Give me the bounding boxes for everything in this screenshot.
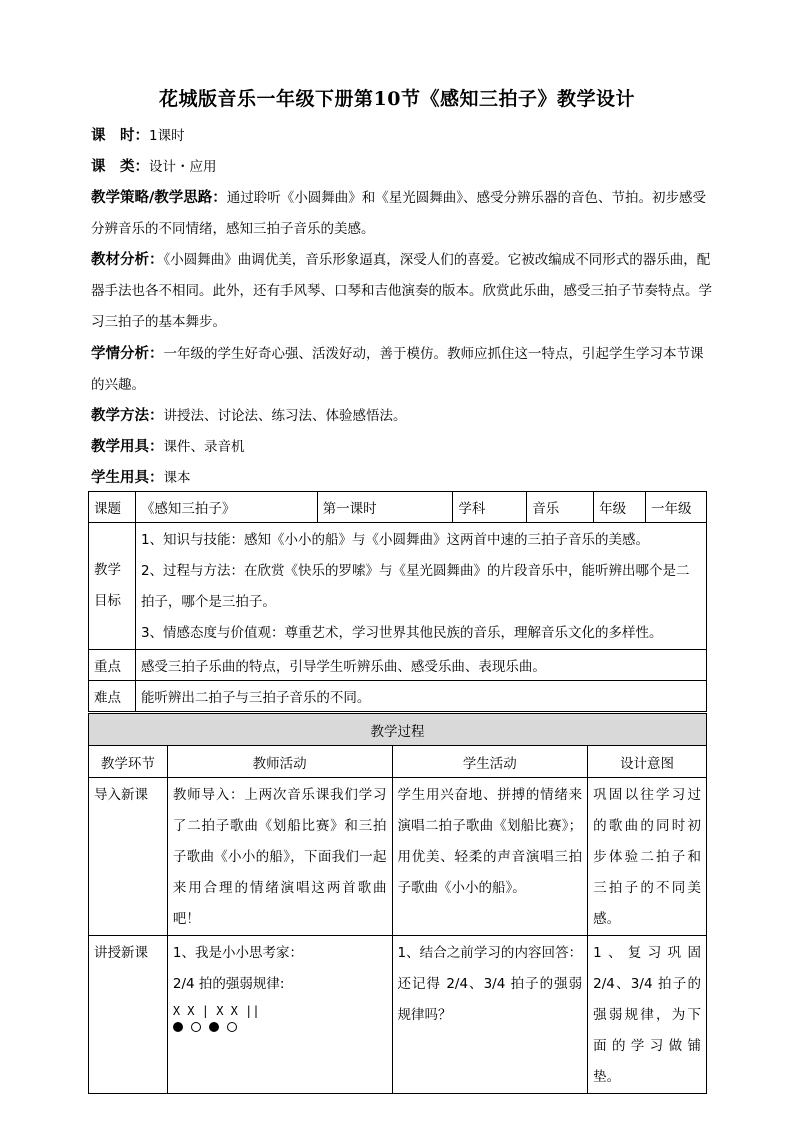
student-tools-text: 课本: [163, 470, 191, 486]
goal-item: 3、情感态度与价值观：尊重艺术，学习世界其他民族的音乐，理解音乐文化的多样性。: [140, 625, 663, 641]
tools-line: [91, 432, 713, 463]
teacher-line: 2/4 拍的强弱规律:: [172, 976, 285, 992]
process-title: 教学过程: [89, 714, 707, 746]
material-label: 教材分析：: [91, 252, 164, 268]
hours-line: [91, 121, 713, 152]
header-teacher: 教师活动: [167, 746, 392, 778]
goals-cell: [135, 523, 706, 650]
lesson-number: 第一课时: [317, 492, 453, 523]
hours-value: 1课时: [149, 128, 185, 144]
student-tools-label: 学生用具：: [91, 470, 164, 486]
tools-label: 教学用具：: [91, 439, 164, 455]
weak-beat-dot: [227, 1022, 237, 1032]
difficulty-text: 能听辨出二拍子与三拍子音乐的不同。: [135, 681, 706, 712]
subject-value: 音乐: [527, 492, 594, 523]
strategy-label: 教学策略/教学思路：: [91, 190, 227, 206]
type-value: 设计・应用: [149, 159, 217, 175]
table-row: [89, 778, 707, 936]
goals-label: [89, 523, 136, 650]
page-title: 花城版音乐一年级下册第10节《感知三拍子》教学设计: [159, 88, 635, 110]
student-activity-cell: 学生用兴奋地、拼搏的情绪来演唱二拍子歌曲《划船比赛》；用优美、轻柔的声音演唱三拍子歌曲《小小的船》。: [392, 778, 588, 936]
grade-label: 年级: [594, 492, 646, 523]
topic-value: 《感知三拍子》: [135, 492, 317, 523]
strategy-paragraph: [91, 183, 713, 245]
topic-label: 课题: [89, 492, 136, 523]
strong-beat-dot: [173, 1022, 183, 1032]
student-analysis-text: 一年级的学生好奇心强、活泼好动，善于模仿。教师应抓住这一特点，引起学生学习本节课的兴趣。: [91, 346, 704, 393]
stage-cell: 讲授新课: [89, 936, 168, 1094]
header-stage: 教学环节: [89, 746, 168, 778]
student-analysis-label: 学情分析：: [91, 346, 164, 362]
grade-value: 一年级: [646, 492, 707, 523]
method-line: [91, 401, 713, 432]
goal-item: 2、过程与方法：在欣赏《快乐的罗嗦》与《星光圆舞曲》的片段音乐中，能听辨出哪个是二拍子，哪个是三拍子。: [140, 563, 690, 610]
difficulty-label: 难点: [89, 681, 136, 712]
key-point-text: 感受三拍子乐曲的特点，引导学生听辨乐曲、感受乐曲、表现乐曲。: [135, 650, 706, 681]
stage-cell: 导入新课: [89, 778, 168, 936]
type-label: 课 类：: [91, 159, 149, 175]
strong-beat-dot: [209, 1022, 219, 1032]
tools-text: 课件、录音机: [163, 439, 245, 455]
design-intent-cell: 巩固以往学习过的歌曲的同时初步体验二拍子和三拍子的不同美感。: [588, 778, 707, 936]
key-point-label: 重点: [89, 650, 136, 681]
teacher-activity-cell: 教师导入：上两次音乐课我们学习了二拍子歌曲《划船比赛》和三拍子歌曲《小小的船》，下面我们一起来用合理的情绪演唱这两首歌曲吧！: [167, 778, 392, 936]
strategy-text: 通过聆听《小圆舞曲》和《星光圆舞曲》、感受分辨乐器的音色、节拍。初步感受分辨音乐的不同情绪，感知三拍子音乐的美感。: [91, 190, 707, 237]
student-tools-line: [91, 463, 713, 494]
type-line: [91, 152, 713, 183]
hours-label: 课 时：: [91, 128, 149, 144]
material-text: 《小圆舞曲》曲调优美，音乐形象逼真，深受人们的喜爱。它被改编成不同形式的器乐曲，配器手法也各不相同。此外，还有手风琴、口琴和吉他演奏的版本。欣赏此乐曲，感受三拍子节奏特点。学习三拍子的基本舞步。: [91, 252, 712, 330]
header-intent: 设计意图: [588, 746, 707, 778]
beat-strength-dots: [173, 1020, 387, 1034]
material-paragraph: [91, 245, 713, 338]
goals-label-text: 教学目标: [94, 562, 121, 609]
goal-item: 1、知识与技能：感知《小小的船》与《小圆舞曲》这两首中速的三拍子音乐的美感。: [140, 532, 650, 548]
student-analysis-paragraph: [91, 339, 713, 401]
subject-label: 学科: [453, 492, 527, 523]
rhythm-notation: X X | X X ||: [172, 1004, 260, 1018]
method-text: 讲授法、讨论法、练习法、体验感悟法。: [163, 408, 407, 424]
method-label: 教学方法：: [91, 408, 164, 424]
lesson-info-table: [88, 491, 707, 712]
student-activity-cell: 1、结合之前学习的内容回答：还记得 2/4、3/4 拍子的强弱规律吗？: [392, 936, 588, 1094]
teaching-process-table: [88, 713, 707, 1094]
weak-beat-dot: [191, 1022, 201, 1032]
table-row: [89, 936, 707, 1094]
teacher-activity-cell: [167, 936, 392, 1094]
design-intent-cell: 1、复习巩固 2/4、3/4 拍子的强弱规律，为下面的学习做铺垫。: [588, 936, 707, 1094]
teacher-line: 1、我是小小思考家：: [172, 945, 303, 961]
header-student: 学生活动: [392, 746, 588, 778]
